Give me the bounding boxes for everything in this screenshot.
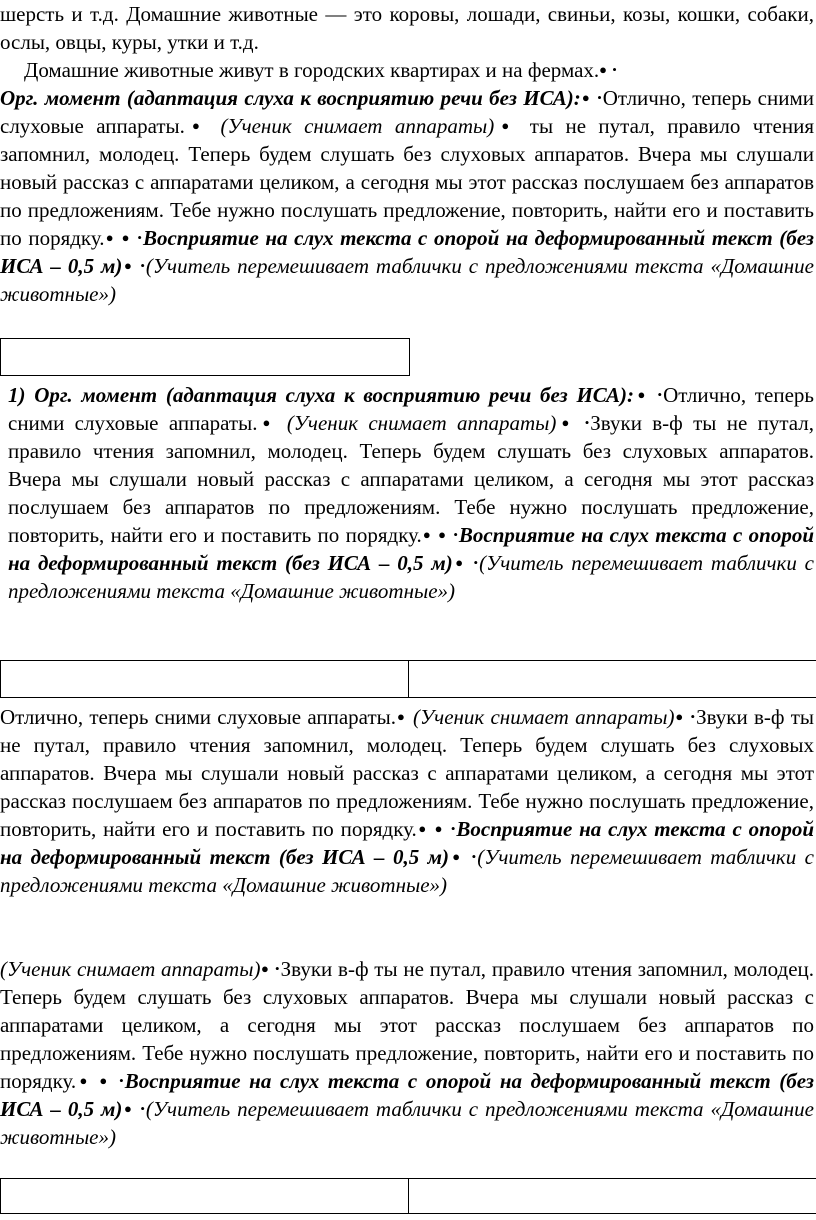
bullet-marker: ●	[184, 118, 209, 133]
bullet-marker: ● •	[122, 1101, 146, 1116]
excellent-sentence: Отлично, теперь сними слуховые аппараты.	[0, 86, 815, 138]
intro-paragraph: шерсть и т.д. Домашние животные — это коровы, лошади, свиньи, козы, кошки, собаки, ослы, овцы, куры, утки и т.д.	[0, 2, 814, 54]
perception-heading: Восприятие на слух текста с опорой на деформированный текст (без ИСА – 0,5 м)	[0, 226, 814, 278]
answer-table-2	[0, 660, 816, 698]
instructions-text: ты не путал, правило чтения запомнил, молодец. Теперь будем слушать без слуховых аппаратов. Вчера мы слушали новый рассказ с аппаратами целиком, а сегодня мы этот рассказ послушаем без аппаратов по предложениям. Тебе нужно послушать предложение, повторить, найти его и поставить по порядку.	[0, 114, 815, 250]
text-block-1	[0, 0, 814, 308]
perception-heading: Восприятие на слух текста с опорой на деформированный текст (без ИСА – 0,5 м)	[8, 523, 814, 575]
bullet-marker: ● •	[580, 90, 603, 105]
org-moment-heading: Орг. момент (адаптация слуха к восприятию речи без ИСА):	[34, 383, 634, 407]
answer-cell-right[interactable]	[409, 661, 816, 698]
teacher-mixes-note: (Учитель перемешивает таблички с предложениями текста «Домашние животные»)	[0, 845, 815, 897]
bullet-marker: ●	[395, 709, 407, 724]
bullet-marker: ● ● •	[416, 821, 457, 836]
bullet-marker: ● ● •	[104, 230, 143, 245]
org-moment-paragraph	[0, 84, 814, 308]
answer-cell-left[interactable]	[1, 1179, 409, 1214]
excellent-sentence: Отлично, теперь сними слуховые аппараты.	[8, 383, 815, 435]
bullet-marker: ● •	[556, 415, 591, 430]
bullet-marker: ● •	[452, 555, 480, 570]
org-moment-heading: Орг. момент (адаптация слуха к восприятию речи без ИСА):	[0, 86, 581, 110]
answer-cell-right[interactable]	[409, 1179, 816, 1214]
bullet-marker: ● ● •	[76, 1073, 125, 1088]
bullet-marker: ●	[494, 118, 518, 133]
list-number: 1)	[8, 383, 26, 407]
teacher-mixes-note: (Учитель перемешивает таблички с предложениями текста «Домашние животные»)	[8, 551, 814, 603]
farm-paragraph	[0, 56, 814, 84]
numbered-heading	[0, 381, 814, 605]
teacher-mixes-note: (Учитель перемешивает таблички с предложениями текста «Домашние животные»)	[0, 254, 814, 306]
perception-heading: Восприятие на слух текста с опорой на деформированный текст (без ИСА – 0,5 м)	[0, 1069, 814, 1121]
text-block-2	[0, 381, 814, 605]
perception-heading: Восприятие на слух текста с опорой на деформированный текст (без ИСА – 0,5 м)	[0, 817, 814, 869]
farm-sentence: Домашние животные живут в городских квартирах и на фермах.	[24, 58, 600, 82]
instructions-text: Звуки в-ф ты не путал, правило чтения запомнил, молодец. Теперь будем слушать без слуховых аппаратов. Вчера мы слушали новый рассказ с аппаратами целиком, а сегодня мы этот рассказ послушаем без аппаратов по предложениям. Тебе нужно послушать предложение, повторить, найти его и поставить по порядку.	[8, 411, 815, 547]
teacher-mixes-note: (Учитель перемешивает таблички с предложениями текста «Домашние животные»)	[0, 1097, 814, 1149]
excellent-paragraph	[0, 703, 814, 899]
instructions-text: Звуки в-ф ты не путал, правило чтения запомнил, молодец. Теперь будем слушать без слуховых аппаратов. Вчера мы слушали новый рассказ с аппаратами целиком, а сегодня мы этот рассказ послушаем без аппаратов по предложениям. Тебе нужно послушать предложение, повторить, найти его и поставить по порядку.	[0, 705, 814, 841]
bullet-marker: ● •	[599, 62, 618, 77]
bullet-marker: ● •	[633, 387, 664, 402]
bullet-marker: ● •	[122, 258, 146, 273]
answer-cell-left[interactable]	[1, 661, 409, 698]
student-removes-note: (Ученик снимает аппараты)	[286, 411, 557, 435]
text-block-3	[0, 703, 814, 899]
bullet-marker: ● •	[449, 849, 478, 864]
student-removes-note: (Ученик снимает аппараты)	[220, 114, 495, 138]
bullet-marker: ● ● •	[421, 527, 459, 542]
bullet-marker: ● •	[674, 709, 697, 724]
answer-cell[interactable]	[1, 339, 410, 376]
bullet-marker: ● •	[260, 961, 281, 976]
student-removes-note: (Ученик снимает аппараты)	[0, 957, 261, 981]
answer-table-3	[0, 1178, 816, 1214]
bullet-marker: ●	[257, 415, 277, 430]
excellent-sentence: Отлично, теперь сними слуховые аппараты.	[0, 705, 396, 729]
student-removes-note: (Ученик снимает аппараты)	[413, 705, 675, 729]
student-paragraph	[0, 955, 814, 1151]
text-block-4	[0, 955, 814, 1151]
answer-table-1	[0, 338, 410, 376]
instructions-text: Звуки в-ф ты не путал, правило чтения запомнил, молодец. Теперь будем слушать без слуховых аппаратов. Вчера мы слушали новый рассказ с аппаратами целиком, а сегодня мы этот рассказ послушаем без аппаратов по предложениям. Тебе нужно послушать предложение, повторить, найти его и поставить по порядку.	[0, 957, 815, 1093]
